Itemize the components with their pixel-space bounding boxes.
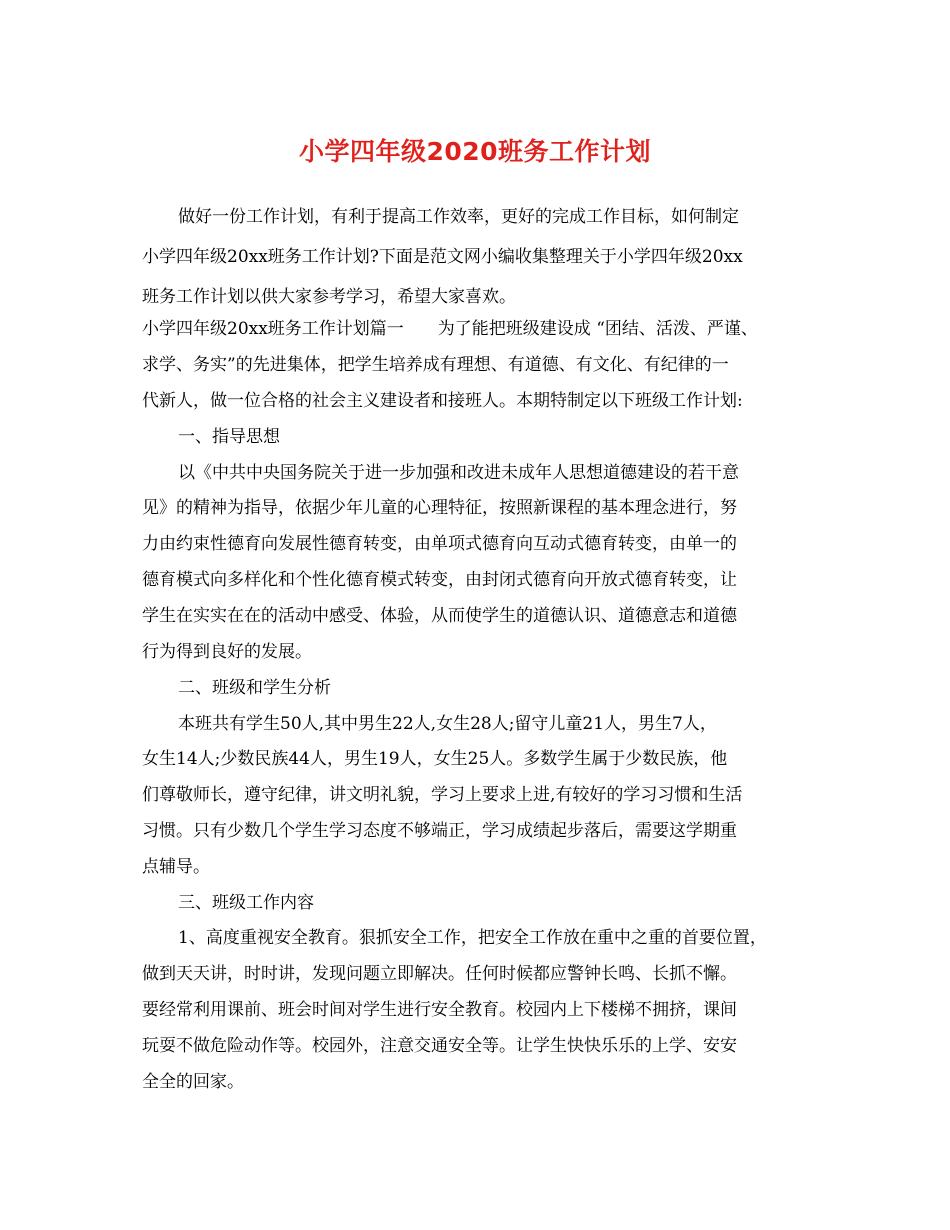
section-heading: 一、指导思想	[178, 427, 280, 447]
paragraph-line: 班务工作计划以供大家参考学习，希望大家喜欢。	[142, 287, 516, 307]
paragraph-line: 求学、务实”的先进集体，把学生培养成有理想、有道德、有文化、有纪律的一	[142, 355, 729, 375]
paragraph-line: 德育模式向多样化和个性化德育模式转变，由封闭式德育向开放式德育转变，让	[142, 570, 737, 590]
paragraph-line: 小学四年级20xx班务工作计划?下面是范文网小编收集整理关于小学四年级20xx	[142, 247, 743, 267]
paragraph-line: 全全的回家。	[142, 1072, 244, 1092]
paragraph-line: 1、高度重视安全教育。狠抓安全工作，把安全工作放在重中之重的首要位置，	[178, 928, 767, 948]
paragraph-line: 要经常利用课前、班会时间对学生进行安全教育。校园内上下楼梯不拥挤，课间	[142, 1000, 737, 1020]
paragraph-line: 习惯。只有少数几个学生学习态度不够端正，学习成绩起步落后，需要这学期重	[142, 821, 737, 841]
paragraph-line: 本班共有学生50人,其中男生22人,女生28人;留守儿童21人，男生7人，	[178, 714, 717, 734]
paragraph-line: 以《中共中央国务院关于进一步加强和改进未成年人思想道德建设的若干意	[178, 463, 739, 483]
paragraph-line: 小学四年级20xx班务工作计划篇一 为了能把班级建设成 “团结、活泼、严谨、	[142, 319, 758, 339]
paragraph-line: 见》的精神为指导，依据少年儿童的心理特征，按照新课程的基本理念进行，努	[142, 498, 737, 518]
paragraph-line: 女生14人;少数民族44人，男生19人，女生25人。多数学生属于少数民族，他	[142, 749, 728, 769]
paragraph-line: 做到天天讲，时时讲，发现问题立即解决。任何时候都应警钟长鸣、长抓不懈。	[142, 964, 737, 984]
paragraph-line: 点辅导。	[142, 857, 210, 877]
paragraph-line: 代新人，做一位合格的社会主义建设者和接班人。本期特制定以下班级工作计划:	[142, 391, 743, 411]
section-heading: 二、班级和学生分析	[178, 678, 331, 698]
paragraph-line: 学生在实实在在的活动中感受、体验，从而使学生的道德认识、道德意志和道德	[142, 606, 737, 626]
document-title: 小学四年级2020班务工作计划	[298, 137, 652, 166]
paragraph-line: 玩耍不做危险动作等。校园外，注意交通安全等。让学生快快乐乐的上学、安安	[142, 1036, 737, 1056]
paragraph-line: 做好一份工作计划，有利于提高工作效率，更好的完成工作目标，如何制定	[178, 207, 739, 227]
paragraph-line: 力由约束性德育向发展性德育转变，由单项式德育向互动式德育转变，由单一的	[142, 534, 737, 554]
section-heading: 三、班级工作内容	[178, 893, 314, 913]
paragraph-line: 们尊敬师长，遵守纪律，讲文明礼貌，学习上要求上进,有较好的学习习惯和生活	[142, 785, 743, 805]
paragraph-line: 行为得到良好的发展。	[142, 642, 312, 662]
